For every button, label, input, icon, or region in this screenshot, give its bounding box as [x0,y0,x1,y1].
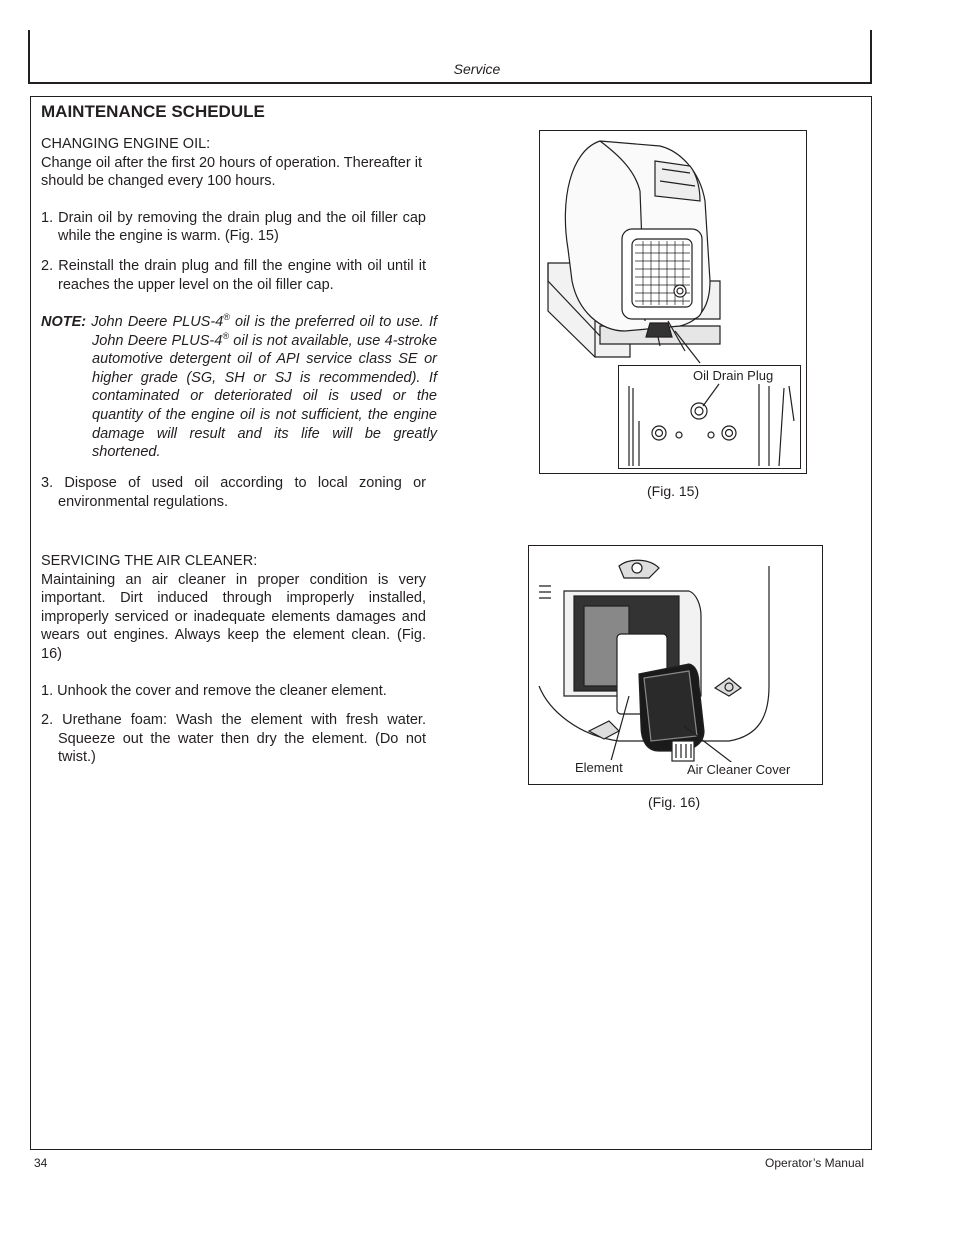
oil-step-3: 3. Dispose of used oil according to local zoning or environmental regulations. [41,475,426,510]
oil-step-1: 1. Drain oil by removing the drain plug and the oil filler cap while the engine is warm. (Fig. 15) [41,209,426,245]
registered-mark: ® [222,330,229,341]
oil-step-3-block [41,474,426,511]
note-text-a: John Deere PLUS-4 [86,314,224,330]
note-text-c: oil is not available, use 4-stroke automotive detergent oil of API service class SE or higher grade (SG, SH or SJ is recommended). If contaminated or deteriorated oil is used or the quantity of the engine oil is not sufficient, the engine damage will result and its life will be greatly shortened. [92,332,438,461]
oil-heading: CHANGING ENGINE OIL: [41,136,211,152]
registered-mark: ® [223,312,230,323]
air-step-1: 1. Unhook the cover and remove the cleaner element. [41,682,387,699]
section-label: Service [453,61,501,77]
footer-manual: Operator’s Manual [765,1156,864,1170]
oil-section [41,135,426,294]
oil-drain-plug-label: Oil Drain Plug [693,368,774,383]
oil-note [41,313,437,462]
oil-intro: Change oil after the first 20 hours of operation. Thereafter it should be changed every 100 hours. [41,154,422,190]
air-intro: Maintaining an air cleaner in proper condition is very important. Dirt induced through improperly installed, improperly serviced or inadequate elements damages and wears out engines. Always keep the element clean. (Fig. 16) [41,571,426,662]
page-title: MAINTENANCE SCHEDULE [41,102,265,121]
air-cleaner-cover-label: Air Cleaner Cover [687,762,791,777]
note-text-b: oil is the preferred oil to use. If John Deere PLUS-4 [92,314,438,349]
fig-15-caption: (Fig. 15) [647,483,700,499]
figure-15 [539,130,807,474]
air-heading: SERVICING THE AIR CLEANER: [41,553,258,569]
air-section [41,552,426,767]
fig-16-caption: (Fig. 16) [648,794,701,810]
element-label: Element [575,760,623,775]
note-label: NOTE: [41,314,87,330]
air-cleaner-illustration [529,546,821,782]
figure-16 [528,545,823,785]
air-step-2: 2. Urethane foam: Wash the element with fresh water. Squeeze out the water then dry the element. (Do not twist.) [41,712,426,766]
oil-step-2: 2. Reinstall the drain plug and fill the engine with oil until it reaches the upper level on the oil filler cap. [41,257,426,293]
page-number: 34 [34,1156,48,1170]
